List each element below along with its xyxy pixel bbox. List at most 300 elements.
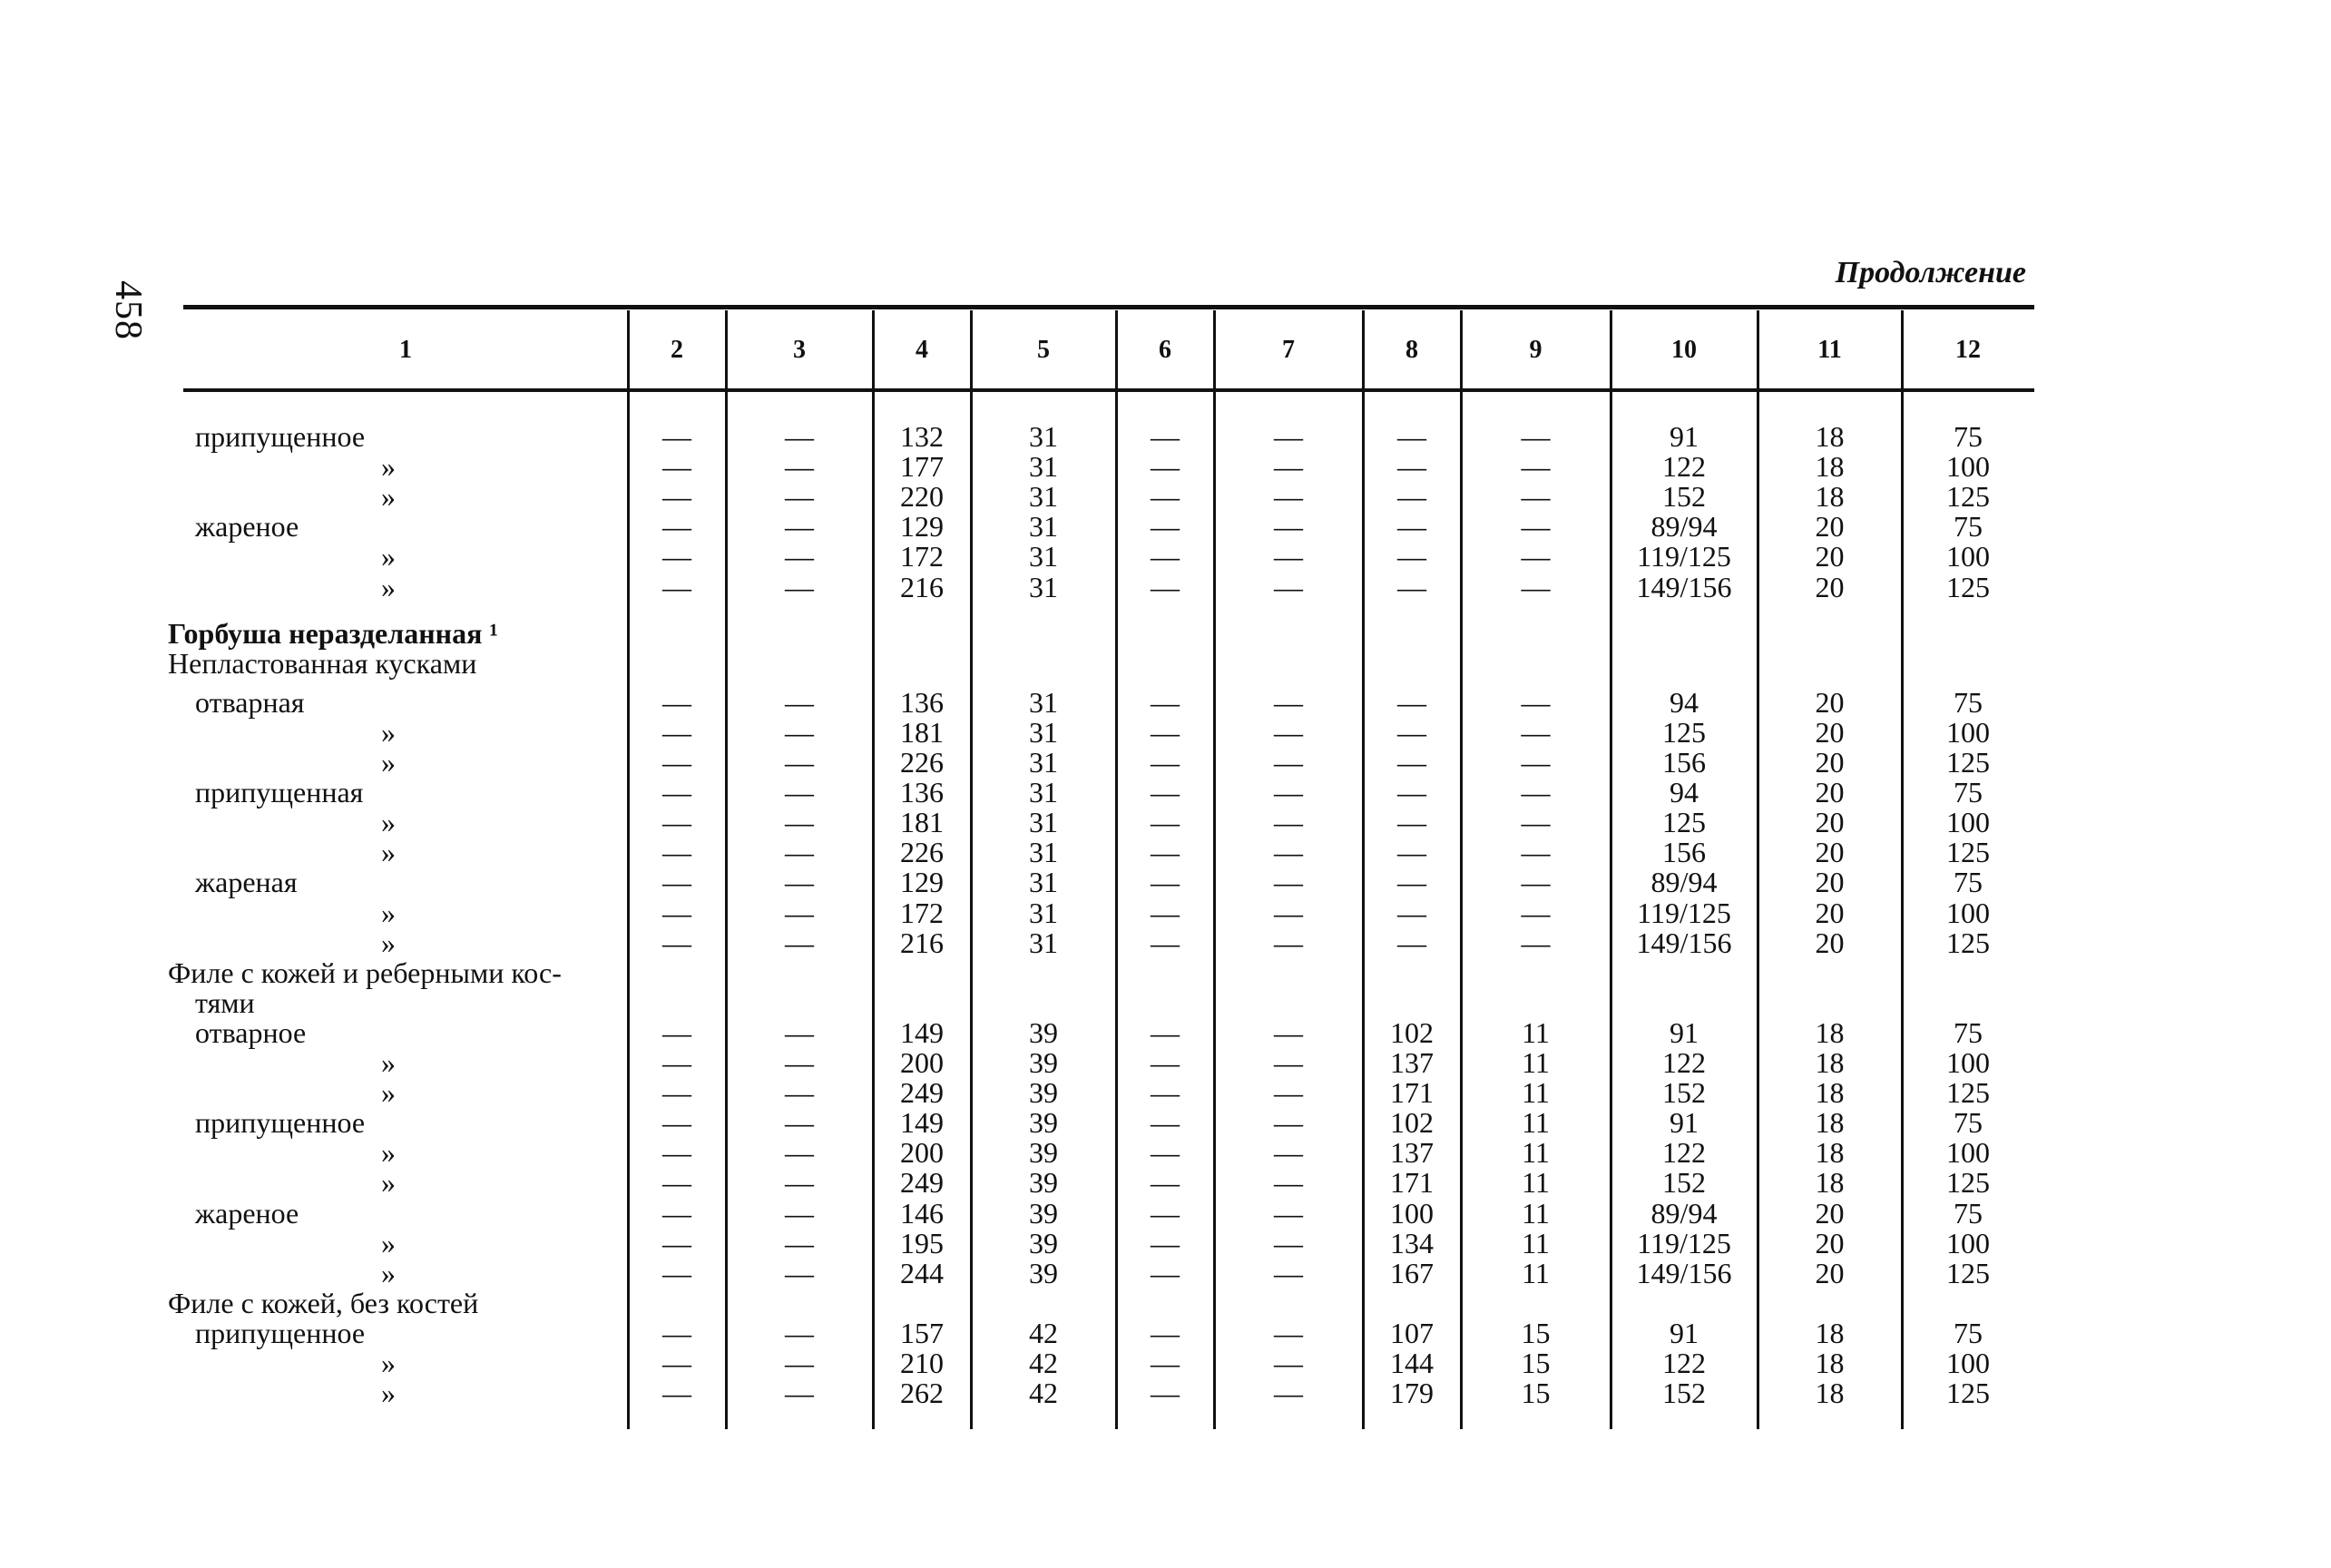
cell-col-10: 91 bbox=[1670, 1015, 1699, 1049]
table-row bbox=[0, 1256, 2331, 1289]
cell-col-6: — bbox=[1151, 746, 1180, 779]
cell-col-6: — bbox=[1151, 1316, 1180, 1349]
table-row bbox=[0, 1378, 2331, 1408]
cell-col-4: 177 bbox=[900, 450, 944, 484]
row-label: Непластованная кусками bbox=[168, 646, 477, 680]
cell-col-12: 75 bbox=[1954, 1015, 1983, 1049]
cell-col-9: 11 bbox=[1522, 1256, 1550, 1289]
cell-col-12: 100 bbox=[1946, 715, 1990, 749]
cell-col-6: — bbox=[1151, 926, 1180, 959]
cell-col-2: — bbox=[662, 1377, 691, 1410]
table-row bbox=[0, 1286, 2331, 1319]
cell-col-10: 125 bbox=[1662, 806, 1706, 839]
cell-col-12: 75 bbox=[1954, 776, 1983, 809]
cell-col-12: 75 bbox=[1954, 510, 1983, 544]
cell-col-9: — bbox=[1521, 480, 1551, 514]
cell-col-3: — bbox=[785, 1015, 814, 1049]
row-label: отварное bbox=[195, 1015, 307, 1049]
row-label: » bbox=[381, 746, 396, 779]
cell-col-9: 15 bbox=[1521, 1316, 1551, 1349]
cell-col-7: — bbox=[1274, 685, 1303, 719]
cell-col-9: 11 bbox=[1522, 1106, 1550, 1140]
cell-col-11: 18 bbox=[1815, 1166, 1845, 1200]
cell-col-5: 39 bbox=[1029, 1015, 1058, 1049]
cell-col-6: — bbox=[1151, 1046, 1180, 1079]
cell-col-12: 125 bbox=[1946, 1166, 1990, 1200]
cell-col-10: 122 bbox=[1662, 1347, 1706, 1379]
cell-col-11: 20 bbox=[1815, 866, 1845, 899]
cell-col-9: — bbox=[1521, 776, 1551, 809]
cell-col-8: — bbox=[1397, 746, 1426, 779]
cell-col-5: 31 bbox=[1029, 420, 1058, 453]
cell-col-6: — bbox=[1151, 685, 1180, 719]
cell-col-6: — bbox=[1151, 420, 1180, 453]
cell-col-7: — bbox=[1274, 866, 1303, 899]
cell-col-2: — bbox=[662, 836, 691, 869]
cell-col-7: — bbox=[1274, 1015, 1303, 1049]
cell-col-10: 94 bbox=[1670, 776, 1699, 809]
column-header-2: 2 bbox=[671, 336, 683, 364]
row-label: » bbox=[381, 1046, 396, 1079]
cell-col-6: — bbox=[1151, 570, 1180, 603]
cell-col-8: 167 bbox=[1390, 1256, 1434, 1289]
cell-col-4: 216 bbox=[900, 570, 944, 603]
cell-col-3: — bbox=[785, 1106, 814, 1140]
cell-col-2: — bbox=[662, 1136, 691, 1170]
cell-col-4: 195 bbox=[900, 1226, 944, 1259]
cell-col-3: — bbox=[785, 926, 814, 959]
cell-col-8: — bbox=[1397, 776, 1426, 809]
cell-col-4: 132 bbox=[900, 420, 944, 453]
cell-col-11: 20 bbox=[1815, 806, 1845, 839]
cell-col-10: 119/125 bbox=[1637, 540, 1731, 573]
cell-col-11: 20 bbox=[1815, 1256, 1845, 1289]
cell-col-4: 262 bbox=[900, 1377, 944, 1410]
cell-col-3: — bbox=[785, 836, 814, 869]
cell-col-8: — bbox=[1397, 510, 1426, 544]
cell-col-9: 15 bbox=[1521, 1347, 1551, 1379]
cell-col-7: — bbox=[1274, 1106, 1303, 1140]
cell-col-4: 226 bbox=[900, 836, 944, 869]
cell-col-2: — bbox=[662, 926, 691, 959]
cell-col-11: 18 bbox=[1815, 420, 1845, 453]
cell-col-9: — bbox=[1521, 420, 1551, 453]
row-label: тями bbox=[195, 985, 255, 1019]
cell-col-2: — bbox=[662, 896, 691, 929]
cell-col-7: — bbox=[1274, 480, 1303, 514]
column-header-10: 10 bbox=[1671, 336, 1697, 364]
cell-col-9: — bbox=[1521, 866, 1551, 899]
cell-col-10: 94 bbox=[1670, 685, 1699, 719]
cell-col-6: — bbox=[1151, 715, 1180, 749]
table-row bbox=[0, 1196, 2331, 1230]
cell-col-12: 100 bbox=[1946, 896, 1990, 929]
cell-col-5: 39 bbox=[1029, 1166, 1058, 1200]
row-label: отварная bbox=[195, 685, 305, 719]
row-label: » bbox=[381, 1166, 396, 1200]
cell-col-4: 181 bbox=[900, 715, 944, 749]
cell-col-10: 152 bbox=[1662, 480, 1706, 514]
cell-col-7: — bbox=[1274, 540, 1303, 573]
cell-col-12: 125 bbox=[1946, 1256, 1990, 1289]
cell-col-3: — bbox=[785, 1046, 814, 1079]
table-row bbox=[0, 422, 2331, 452]
page-number: 458 bbox=[107, 280, 149, 340]
cell-col-6: — bbox=[1151, 1226, 1180, 1259]
row-label: » bbox=[381, 715, 396, 749]
cell-col-4: 181 bbox=[900, 806, 944, 839]
cell-col-9: — bbox=[1521, 926, 1551, 959]
table-row bbox=[0, 958, 2331, 988]
cell-col-11: 18 bbox=[1815, 1377, 1845, 1410]
cell-col-3: — bbox=[785, 420, 814, 453]
cell-col-8: 134 bbox=[1390, 1226, 1434, 1259]
cell-col-11: 20 bbox=[1815, 570, 1845, 603]
cell-col-5: 31 bbox=[1029, 450, 1058, 484]
cell-col-5: 31 bbox=[1029, 896, 1058, 929]
cell-col-10: 149/156 bbox=[1636, 570, 1732, 603]
cell-col-8: — bbox=[1397, 715, 1426, 749]
table-row bbox=[0, 685, 2331, 719]
cell-col-4: 146 bbox=[900, 1196, 944, 1230]
cell-col-7: — bbox=[1274, 1316, 1303, 1349]
cell-col-9: — bbox=[1521, 540, 1551, 573]
cell-col-3: — bbox=[785, 1076, 814, 1110]
row-label: припущенное bbox=[195, 1316, 366, 1349]
cell-col-12: 125 bbox=[1946, 926, 1990, 959]
table-top-rule bbox=[183, 305, 2034, 309]
cell-col-9: — bbox=[1521, 896, 1551, 929]
cell-col-11: 18 bbox=[1815, 1015, 1845, 1049]
cell-col-5: 39 bbox=[1029, 1106, 1058, 1140]
cell-col-8: 137 bbox=[1390, 1046, 1434, 1079]
cell-col-9: 11 bbox=[1522, 1136, 1550, 1170]
cell-col-8: — bbox=[1397, 480, 1426, 514]
cell-col-5: 31 bbox=[1029, 685, 1058, 719]
cell-col-5: 39 bbox=[1029, 1076, 1058, 1110]
cell-col-12: 75 bbox=[1954, 1196, 1983, 1230]
cell-col-10: 125 bbox=[1662, 715, 1706, 749]
cell-col-9: 11 bbox=[1522, 1166, 1550, 1200]
table-row bbox=[0, 985, 2331, 1019]
cell-col-6: — bbox=[1151, 1256, 1180, 1289]
cell-col-8: 144 bbox=[1390, 1347, 1434, 1379]
cell-col-4: 136 bbox=[900, 685, 944, 719]
cell-col-3: — bbox=[785, 1136, 814, 1170]
cell-col-12: 100 bbox=[1946, 450, 1990, 484]
cell-col-12: 125 bbox=[1946, 1377, 1990, 1410]
cell-col-2: — bbox=[662, 715, 691, 749]
cell-col-2: — bbox=[662, 570, 691, 603]
cell-col-3: — bbox=[785, 1347, 814, 1379]
cell-col-6: — bbox=[1151, 1015, 1180, 1049]
cell-col-3: — bbox=[785, 540, 814, 573]
cell-col-2: — bbox=[662, 1256, 691, 1289]
row-label: » bbox=[381, 480, 396, 514]
cell-col-12: 100 bbox=[1946, 540, 1990, 573]
table-row bbox=[0, 1226, 2331, 1259]
cell-col-8: — bbox=[1397, 685, 1426, 719]
cell-col-12: 75 bbox=[1954, 685, 1983, 719]
cell-col-11: 20 bbox=[1815, 776, 1845, 809]
cell-col-8: 171 bbox=[1390, 1166, 1434, 1200]
cell-col-7: — bbox=[1274, 1256, 1303, 1289]
cell-col-9: — bbox=[1521, 746, 1551, 779]
cell-col-12: 75 bbox=[1954, 1316, 1983, 1349]
continuation-label: Продолжение bbox=[1835, 256, 2026, 289]
cell-col-10: 152 bbox=[1662, 1166, 1706, 1200]
table-row bbox=[0, 616, 2331, 650]
cell-col-4: 157 bbox=[900, 1316, 944, 1349]
cell-col-4: 136 bbox=[900, 776, 944, 809]
cell-col-9: — bbox=[1521, 806, 1551, 839]
cell-col-8: — bbox=[1397, 866, 1426, 899]
table-row bbox=[0, 778, 2331, 808]
cell-col-4: 249 bbox=[900, 1076, 944, 1110]
cell-col-9: 11 bbox=[1522, 1226, 1550, 1259]
row-label: » bbox=[381, 926, 396, 959]
cell-col-3: — bbox=[785, 776, 814, 809]
cell-col-4: 226 bbox=[900, 746, 944, 779]
row-label: жареное bbox=[195, 510, 299, 544]
cell-col-9: 11 bbox=[1522, 1196, 1550, 1230]
cell-col-10: 91 bbox=[1670, 1316, 1699, 1349]
cell-col-11: 20 bbox=[1815, 746, 1845, 779]
cell-col-3: — bbox=[785, 1256, 814, 1289]
cell-col-5: 31 bbox=[1029, 776, 1058, 809]
cell-col-4: 200 bbox=[900, 1046, 944, 1079]
cell-col-10: 122 bbox=[1662, 1046, 1706, 1079]
cell-col-8: 107 bbox=[1390, 1316, 1434, 1349]
cell-col-10: 89/94 bbox=[1650, 510, 1718, 544]
cell-col-12: 75 bbox=[1954, 866, 1983, 899]
cell-col-4: 129 bbox=[900, 510, 944, 544]
row-label: припущенная bbox=[195, 776, 364, 809]
cell-col-9: 11 bbox=[1522, 1046, 1550, 1079]
row-label: Филе с кожей, без костей bbox=[168, 1286, 479, 1319]
column-header-7: 7 bbox=[1282, 336, 1295, 364]
cell-col-7: — bbox=[1274, 715, 1303, 749]
cell-col-2: — bbox=[662, 480, 691, 514]
cell-col-2: — bbox=[662, 540, 691, 573]
cell-col-2: — bbox=[662, 1347, 691, 1379]
cell-col-7: — bbox=[1274, 570, 1303, 603]
column-header-6: 6 bbox=[1159, 336, 1171, 364]
cell-col-3: — bbox=[785, 806, 814, 839]
cell-col-10: 119/125 bbox=[1637, 1226, 1731, 1259]
column-header-1: 1 bbox=[399, 336, 412, 364]
cell-col-4: 249 bbox=[900, 1166, 944, 1200]
cell-col-10: 152 bbox=[1662, 1076, 1706, 1110]
cell-col-3: — bbox=[785, 1316, 814, 1349]
cell-col-4: 216 bbox=[900, 926, 944, 959]
table-row bbox=[0, 928, 2331, 958]
row-label: » bbox=[381, 1347, 396, 1379]
cell-col-10: 89/94 bbox=[1650, 1196, 1718, 1230]
cell-col-10: 91 bbox=[1670, 1106, 1699, 1140]
cell-col-6: — bbox=[1151, 1136, 1180, 1170]
cell-col-3: — bbox=[785, 480, 814, 514]
cell-col-3: — bbox=[785, 570, 814, 603]
cell-col-2: — bbox=[662, 1196, 691, 1230]
cell-col-12: 125 bbox=[1946, 1076, 1990, 1110]
cell-col-12: 125 bbox=[1946, 480, 1990, 514]
table-row bbox=[0, 1348, 2331, 1378]
table-row bbox=[0, 715, 2331, 749]
cell-col-4: 210 bbox=[900, 1347, 944, 1379]
cell-col-7: — bbox=[1274, 1076, 1303, 1110]
cell-col-6: — bbox=[1151, 540, 1180, 573]
cell-col-8: 102 bbox=[1390, 1015, 1434, 1049]
cell-col-12: 125 bbox=[1946, 836, 1990, 869]
cell-col-12: 100 bbox=[1946, 1347, 1990, 1379]
cell-col-4: 200 bbox=[900, 1136, 944, 1170]
cell-col-10: 119/125 bbox=[1637, 896, 1731, 929]
table-row bbox=[0, 1048, 2331, 1078]
table-row bbox=[0, 1015, 2331, 1049]
cell-col-8: — bbox=[1397, 896, 1426, 929]
cell-col-6: — bbox=[1151, 1377, 1180, 1410]
row-label: Филе с кожей и реберными кос- bbox=[168, 956, 562, 989]
row-label: жареное bbox=[195, 1196, 299, 1230]
cell-col-11: 18 bbox=[1815, 450, 1845, 484]
row-label: » bbox=[381, 1226, 396, 1259]
cell-col-10: 156 bbox=[1662, 836, 1706, 869]
table-row bbox=[0, 867, 2331, 897]
cell-col-11: 20 bbox=[1815, 715, 1845, 749]
cell-col-2: — bbox=[662, 685, 691, 719]
cell-col-2: — bbox=[662, 1076, 691, 1110]
table-row bbox=[0, 1318, 2331, 1348]
table-row bbox=[0, 898, 2331, 928]
cell-col-3: — bbox=[785, 746, 814, 779]
cell-col-10: 122 bbox=[1662, 1136, 1706, 1170]
cell-col-6: — bbox=[1151, 896, 1180, 929]
cell-col-9: — bbox=[1521, 510, 1551, 544]
cell-col-10: 91 bbox=[1670, 420, 1699, 453]
row-label: » bbox=[381, 806, 396, 839]
cell-col-9: 11 bbox=[1522, 1015, 1550, 1049]
cell-col-3: — bbox=[785, 685, 814, 719]
table-row bbox=[0, 542, 2331, 572]
row-label: припущенное bbox=[195, 420, 366, 453]
cell-col-6: — bbox=[1151, 1347, 1180, 1379]
cell-col-12: 100 bbox=[1946, 1226, 1990, 1259]
cell-col-3: — bbox=[785, 510, 814, 544]
cell-col-10: 89/94 bbox=[1650, 866, 1718, 899]
cell-col-12: 75 bbox=[1954, 420, 1983, 453]
cell-col-10: 149/156 bbox=[1636, 1256, 1732, 1289]
cell-col-4: 172 bbox=[900, 540, 944, 573]
cell-col-2: — bbox=[662, 1106, 691, 1140]
cell-col-10: 156 bbox=[1662, 746, 1706, 779]
cell-col-6: — bbox=[1151, 836, 1180, 869]
cell-col-8: — bbox=[1397, 450, 1426, 484]
cell-col-8: — bbox=[1397, 570, 1426, 603]
cell-col-4: 129 bbox=[900, 866, 944, 899]
row-label: » bbox=[381, 1136, 396, 1170]
cell-col-8: 137 bbox=[1390, 1136, 1434, 1170]
cell-col-5: 39 bbox=[1029, 1046, 1058, 1079]
cell-col-7: — bbox=[1274, 1136, 1303, 1170]
cell-col-2: — bbox=[662, 776, 691, 809]
cell-col-10: 152 bbox=[1662, 1377, 1706, 1410]
cell-col-5: 42 bbox=[1029, 1347, 1058, 1379]
cell-col-11: 18 bbox=[1815, 1347, 1845, 1379]
row-label: » bbox=[381, 1256, 396, 1289]
cell-col-8: 102 bbox=[1390, 1106, 1434, 1140]
column-header-4: 4 bbox=[916, 336, 928, 364]
cell-col-6: — bbox=[1151, 1166, 1180, 1200]
cell-col-5: 39 bbox=[1029, 1136, 1058, 1170]
row-label: жареная bbox=[195, 866, 298, 899]
table-row bbox=[0, 1138, 2331, 1168]
cell-col-7: — bbox=[1274, 746, 1303, 779]
cell-col-2: — bbox=[662, 1316, 691, 1349]
column-header-9: 9 bbox=[1529, 336, 1543, 364]
cell-col-11: 20 bbox=[1815, 685, 1845, 719]
cell-col-7: — bbox=[1274, 1347, 1303, 1379]
cell-col-5: 31 bbox=[1029, 866, 1058, 899]
table-row bbox=[0, 748, 2331, 778]
cell-col-9: — bbox=[1521, 715, 1551, 749]
cell-col-4: 149 bbox=[900, 1015, 944, 1049]
cell-col-6: — bbox=[1151, 776, 1180, 809]
row-label: » bbox=[381, 836, 396, 869]
cell-col-7: — bbox=[1274, 510, 1303, 544]
cell-col-11: 18 bbox=[1815, 1106, 1845, 1140]
cell-col-2: — bbox=[662, 806, 691, 839]
table-row bbox=[0, 512, 2331, 542]
column-header-12: 12 bbox=[1955, 336, 1981, 364]
cell-col-11: 20 bbox=[1815, 510, 1845, 544]
row-label: припущенное bbox=[195, 1106, 366, 1140]
row-label: » bbox=[381, 896, 396, 929]
cell-col-7: — bbox=[1274, 896, 1303, 929]
table-row bbox=[0, 808, 2331, 838]
cell-col-11: 18 bbox=[1815, 1136, 1845, 1170]
cell-col-5: 42 bbox=[1029, 1316, 1058, 1349]
cell-col-5: 31 bbox=[1029, 510, 1058, 544]
table-row bbox=[0, 482, 2331, 512]
cell-col-8: — bbox=[1397, 836, 1426, 869]
cell-col-2: — bbox=[662, 746, 691, 779]
table-row bbox=[0, 1108, 2331, 1138]
cell-col-3: — bbox=[785, 715, 814, 749]
cell-col-5: 39 bbox=[1029, 1196, 1058, 1230]
cell-col-12: 100 bbox=[1946, 1046, 1990, 1079]
cell-col-7: — bbox=[1274, 926, 1303, 959]
cell-col-12: 75 bbox=[1954, 1106, 1983, 1140]
cell-col-7: — bbox=[1274, 776, 1303, 809]
cell-col-8: 179 bbox=[1390, 1377, 1434, 1410]
row-label: Горбуша неразделанная ¹ bbox=[168, 616, 498, 650]
cell-col-5: 31 bbox=[1029, 746, 1058, 779]
cell-col-5: 31 bbox=[1029, 715, 1058, 749]
cell-col-2: — bbox=[662, 1015, 691, 1049]
cell-col-5: 31 bbox=[1029, 480, 1058, 514]
cell-col-4: 149 bbox=[900, 1106, 944, 1140]
cell-col-7: — bbox=[1274, 806, 1303, 839]
cell-col-6: — bbox=[1151, 866, 1180, 899]
cell-col-11: 18 bbox=[1815, 1046, 1845, 1079]
cell-col-7: — bbox=[1274, 420, 1303, 453]
cell-col-12: 125 bbox=[1946, 570, 1990, 603]
cell-col-11: 20 bbox=[1815, 1196, 1845, 1230]
table-row bbox=[0, 1078, 2331, 1108]
cell-col-5: 31 bbox=[1029, 836, 1058, 869]
cell-col-5: 31 bbox=[1029, 806, 1058, 839]
